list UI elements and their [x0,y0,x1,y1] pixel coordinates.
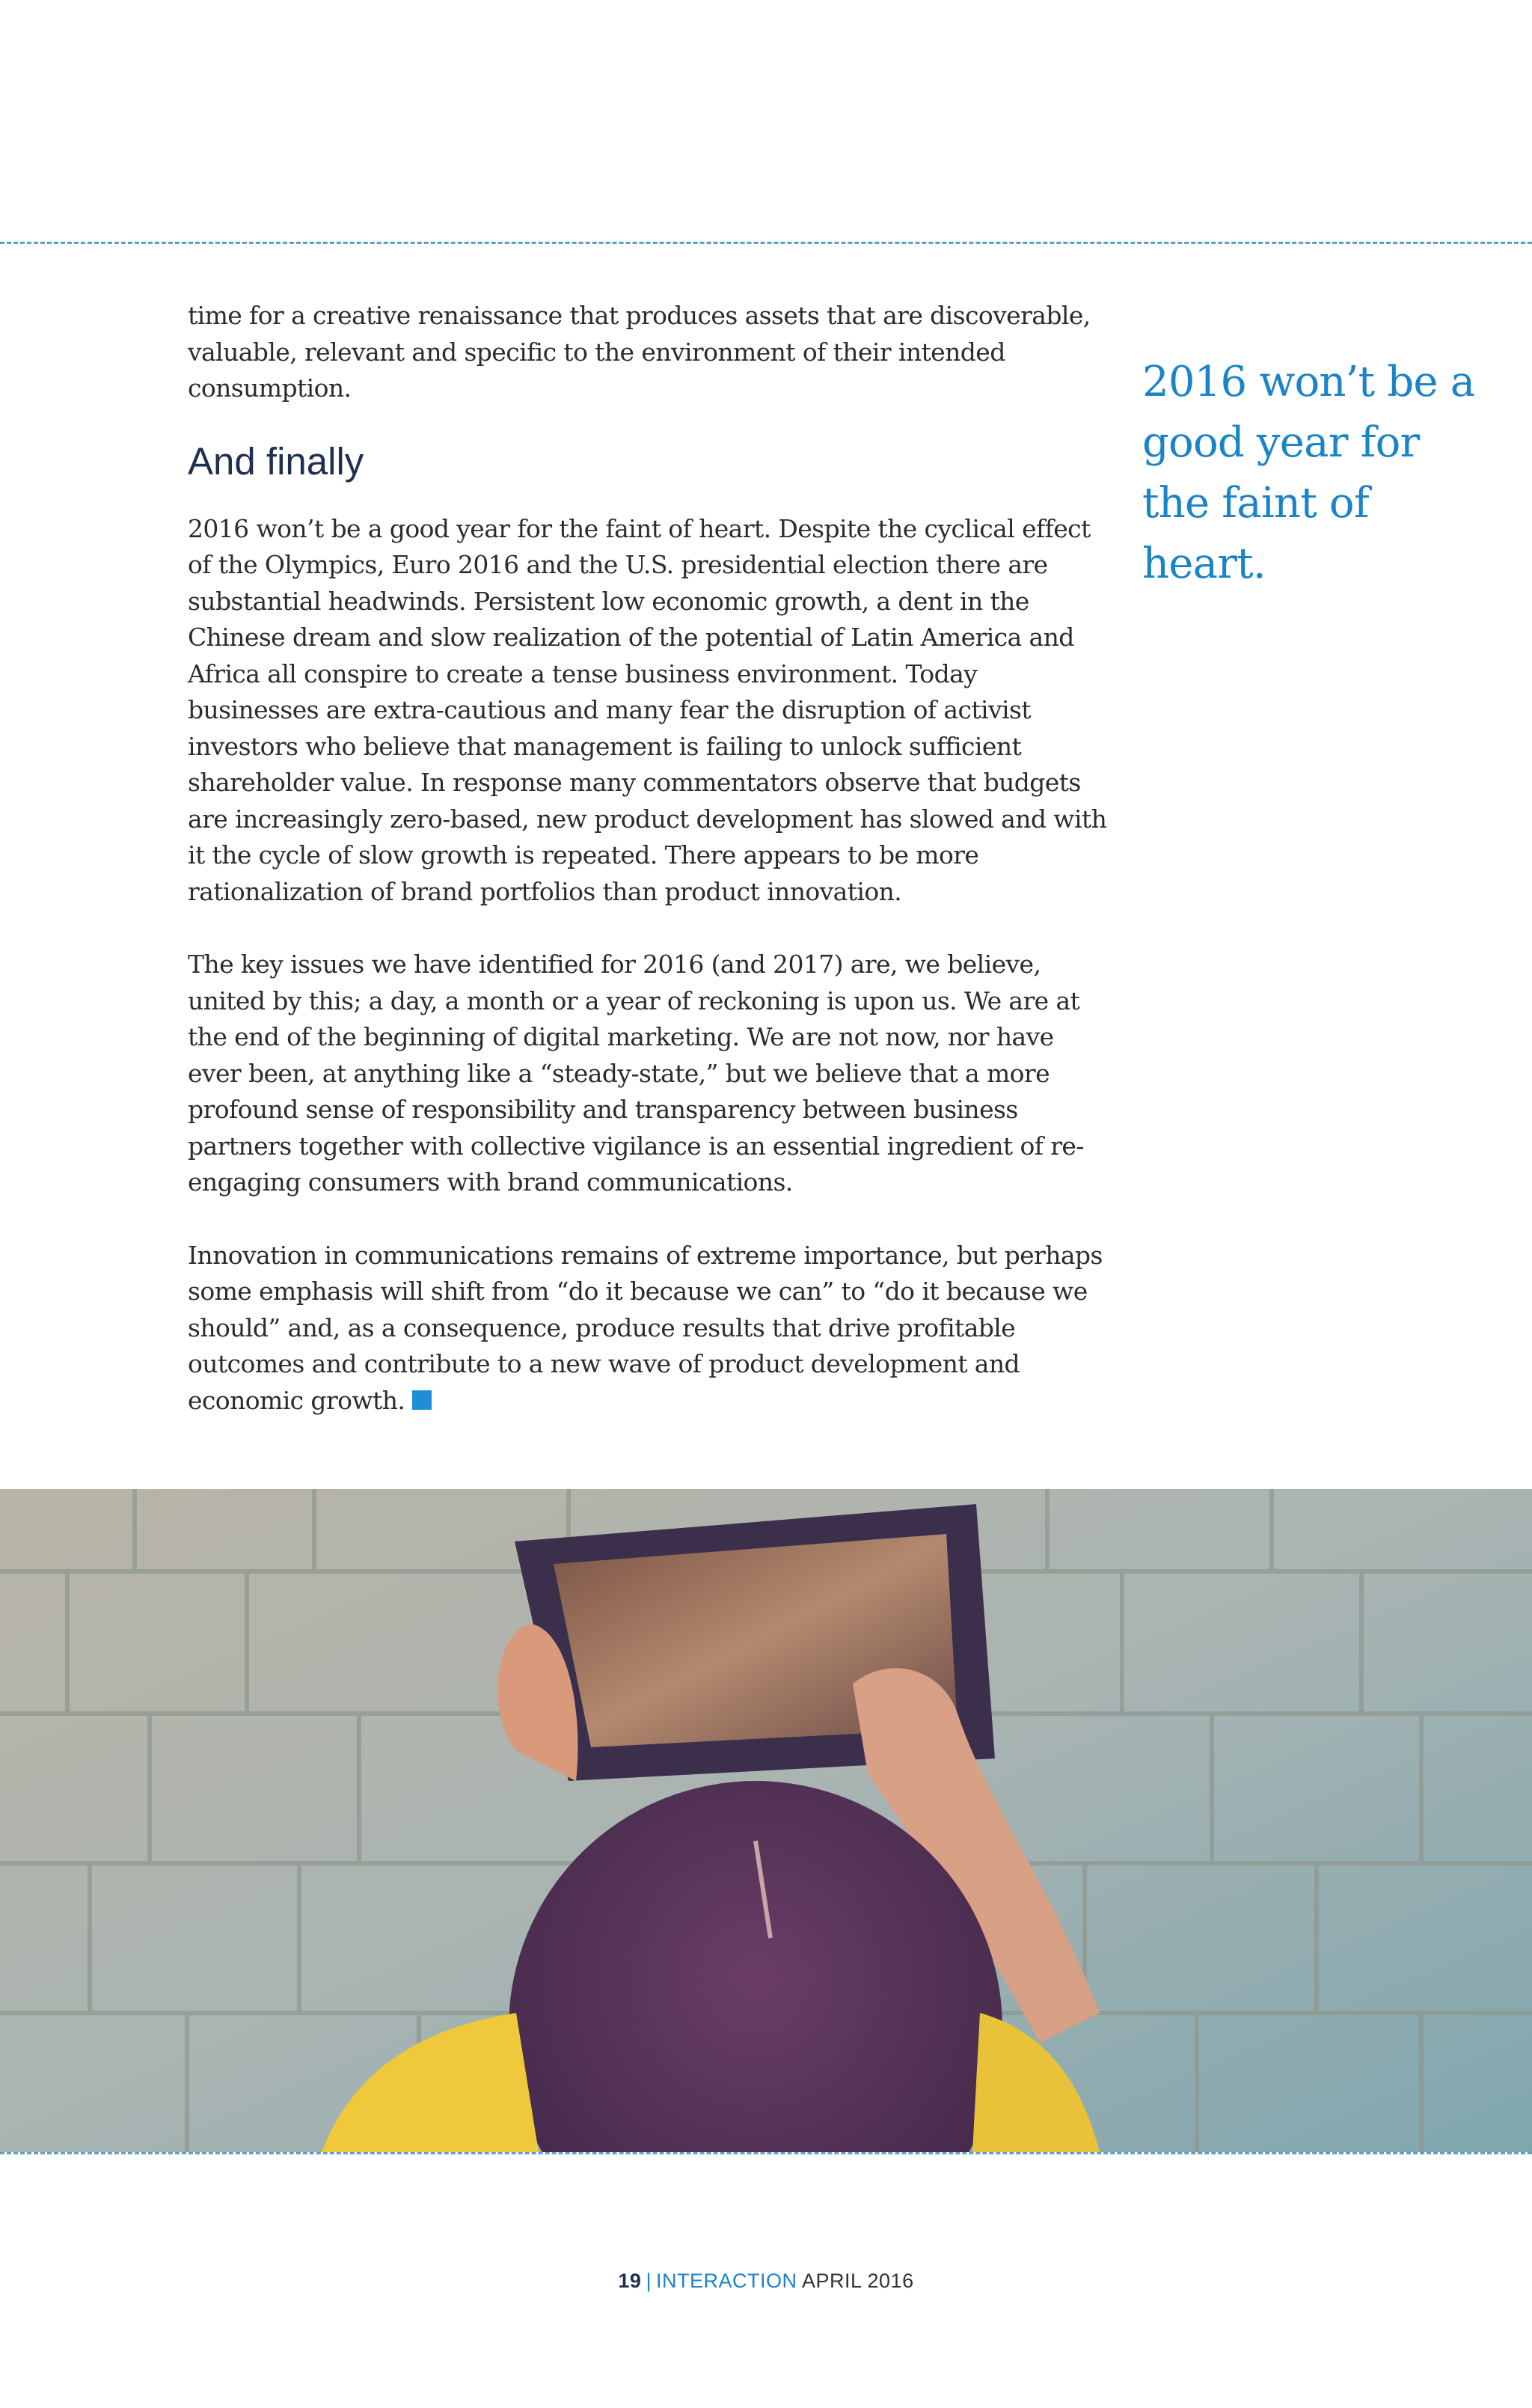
body-paragraph-3 [188,1238,1108,1420]
page-footer [0,2270,1532,2293]
pull-quote: 2016 won’t be a good year for the faint of heart. [1142,358,1475,588]
article-body [188,298,1108,1455]
page-number: 19 [618,2270,642,2292]
footer-separator: | [646,2270,652,2292]
issue-date: APRIL 2016 [801,2270,914,2292]
publication-name: INTERACTION [655,2270,797,2292]
bottom-dashed-divider [0,2152,1532,2154]
top-dashed-divider [0,242,1532,244]
end-of-article-marker-icon [412,1390,432,1410]
section-heading: And finally [188,439,364,483]
body-paragraph-3-text: Innovation in communications remains of extreme importance, but perhaps some emphasis will shift from “do it because we can” to “do it because we should” and, as a consequence, produce results that drive profitable outcomes and contribute to a new wave of product development and economic growth. [188,1240,1103,1415]
intro-paragraph: time for a creative renaissance that produces assets that are discoverable, valuable, relevant and specific to the environment of their intended consumption. [188,301,1091,403]
article-photo [0,1489,1532,2152]
body-paragraph-2: The key issues we have identified for 2016 (and 2017) are, we believe, united by this; a day, a month or a year of reckoning is upon us. We are at the end of the beginning of digital marketing. We are not now, nor have ever been, at anything like a “steady-state,” but we believe that a more profound sense of responsibility and transparency between business partners together with collective vigilance is an essential ingredient of re-engaging consumers with brand communications. [188,950,1084,1197]
body-paragraph-1: 2016 won’t be a good year for the faint of heart. Despite the cyclical effect of the Olympics, Euro 2016 and the U.S. presidential election there are substantial headwinds. Persistent low economic growth, a dent in the Chinese dream and slow realization of the potential of Latin America and Africa all conspire to create a tense business environment. Today businesses are extra-cautious and many fear the disruption of activist investors who believe that management is failing to unlock sufficient shareholder value. In response many commentators observe that budgets are increasingly zero-based, new product development has slowed and with it the cycle of slow growth is repeated. There appears to be more rationalization of brand portfolios than product innovation. [188,513,1107,906]
